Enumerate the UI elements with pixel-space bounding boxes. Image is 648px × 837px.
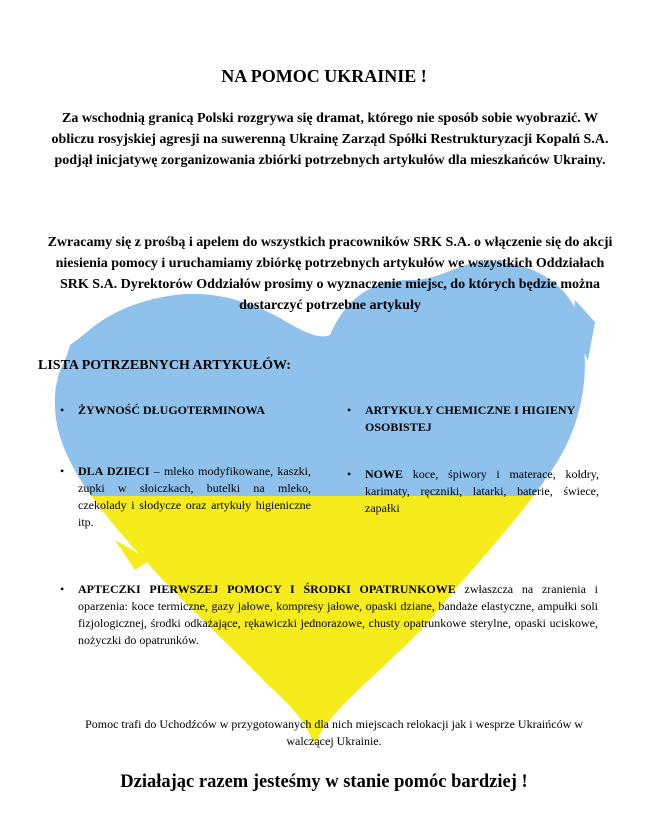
item-title: APTECZKI PIERWSZEJ POMOCY I ŚRODKI OPATRUNKOWE (78, 582, 456, 596)
list-item-food (60, 402, 308, 419)
item-title: NOWE (365, 467, 404, 481)
list-heading: LISTA POTRZEBNYCH ARTYKUŁÓW: (38, 358, 291, 373)
item-title: ŻYWNOŚĆ DŁUGOTERMINOWA (78, 403, 266, 417)
item-title: DLA DZIECI (78, 464, 150, 478)
item-text: zwłaszcza na zranienia i oparzenia: koce termiczne, gazy jałowe, kompresy jałowe, opaski dziane, bandaże elastyczne, ampułki soli fizjologicznej, środki odkażające, rękawiczki jednorazowe, chusty opatrunkowe sterylne, opaski uciskowe, nożyczki do opatrunków. (78, 582, 598, 647)
item-text: – mleko modyfikowane, kaszki, zupki w słoiczkach, butelki na mleko, czekolady i słodycze oraz artykuły higieniczne itp. (78, 464, 311, 529)
item-title: ARTYKUŁY CHEMICZNE I HIGIENY OSOBISTEJ (365, 403, 575, 434)
list-item-first-aid (60, 581, 598, 649)
bullet: • (60, 582, 65, 596)
list-item-children (60, 463, 311, 531)
closing-slogan: Działając razem jesteśmy w stanie pomóc bardziej ! (120, 772, 528, 792)
footer-note: Pomoc trafi do Uchodźców w przygotowanych dla nich miejscach relokacji jak i wesprze Ukraińców w walczącej Ukrainie. (85, 717, 583, 748)
item-text: koce, śpiwory i materace, kołdry, karimaty, ręczniki, latarki, baterie, świece, zapałki (365, 467, 599, 515)
bullet: • (60, 464, 65, 478)
bullet: • (347, 403, 352, 417)
bullet: • (60, 403, 65, 417)
list-item-new-goods (347, 466, 599, 517)
page-title: NA POMOC UKRAINIE ! (221, 66, 427, 86)
bullet: • (347, 467, 352, 481)
list-item-chemicals (347, 402, 615, 436)
appeal-paragraph: Zwracamy się z prośbą i apelem do wszystkich pracowników SRK S.A. o włączenie się do akcji niesienia pomocy i uruchamiamy zbiórkę potrzebnych artykułów we wszystkich Oddziałach SRK S.A. Dyrektorów Oddziałów prosimy o wyznaczenie miejsc, do których będzie można dostarczyć potrzebne artykuły (47, 235, 613, 313)
intro-paragraph: Za wschodnią granicą Polski rozgrywa się dramat, którego nie sposób sobie wyobrazić. W obliczu rosyjskiej agresji na suwerenną Ukrainę Zarząd Spółki Restrukturyzacji Kopalń S.A. podjął inicjatywę zorganizowania zbiórki potrzebnych artykułów dla mieszkańców Ukrainy. (51, 111, 609, 168)
